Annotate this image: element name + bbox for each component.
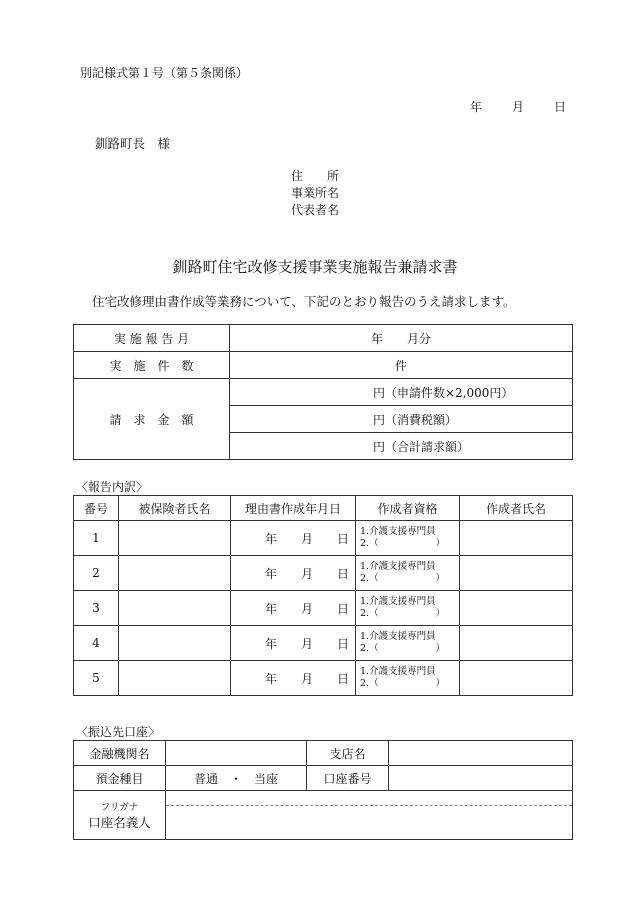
qualification-option-1: 1.介護支援専門員 (360, 526, 436, 537)
account-holder-label-cell (74, 791, 166, 840)
date-line (470, 98, 566, 115)
qualification-field[interactable] (356, 661, 460, 696)
qualification-option-2: 2.（ ） (360, 608, 446, 619)
amount-total-field[interactable]: 円（合計請求額） (230, 433, 573, 460)
row-number: 4 (74, 626, 119, 661)
institution-field[interactable] (166, 741, 307, 766)
furigana-field[interactable] (166, 791, 572, 806)
summary-table (73, 324, 573, 460)
sender-address-label: 住 所 (291, 169, 340, 183)
insured-name-field[interactable] (119, 591, 231, 626)
count-label: 実 施 件 数 (74, 352, 230, 379)
report-month-label: 実 施 報 告 月 (74, 325, 230, 352)
reason-date-field[interactable]: 年 月 日 (231, 626, 356, 661)
account-number-field[interactable] (389, 766, 573, 791)
creator-name-field[interactable] (460, 591, 573, 626)
qualification-option-1: 1.介護支援専門員 (360, 666, 436, 677)
reason-date-field[interactable]: 年 月 日 (231, 521, 356, 556)
document-title: 釧路町住宅改修支援事業実施報告兼請求書 (172, 258, 458, 276)
reason-date-field[interactable]: 年 月 日 (231, 591, 356, 626)
creator-name-field[interactable] (460, 626, 573, 661)
row-number: 3 (74, 591, 119, 626)
qualification-field[interactable] (356, 626, 460, 661)
sender-block (291, 168, 339, 219)
qualification-option-2: 2.（ ） (360, 573, 446, 584)
qualification-option-1: 1.介護支援専門員 (360, 596, 436, 607)
deposit-type-label: 預金種目 (74, 766, 166, 791)
table-row (74, 626, 573, 661)
header-creator-name: 作成者氏名 (460, 496, 573, 521)
date-month: 月 (512, 100, 525, 114)
creator-name-field[interactable] (460, 556, 573, 591)
form-number: 別記様式第１号（第５条関係） (80, 66, 249, 80)
creator-name-field[interactable] (460, 661, 573, 696)
row-number: 1 (74, 521, 119, 556)
deposit-type-field[interactable]: 普通 ・ 当座 (166, 766, 307, 791)
insured-name-field[interactable] (119, 661, 231, 696)
insured-name-field[interactable] (119, 521, 231, 556)
sender-office-label: 事業所名 (291, 186, 340, 200)
creator-name-field[interactable] (460, 521, 573, 556)
insured-name-field[interactable] (119, 556, 231, 591)
bank-table (73, 740, 573, 840)
amount-label: 請 求 金 額 (74, 379, 230, 460)
date-day: 日 (554, 100, 567, 114)
row-number: 2 (74, 556, 119, 591)
account-number-label: 口座番号 (307, 766, 389, 791)
sender-representative-label: 代表者名 (291, 203, 340, 217)
count-field[interactable]: 件 (230, 352, 573, 379)
branch-field[interactable] (389, 741, 573, 766)
report-month-field[interactable]: 年 月分 (230, 325, 573, 352)
amount-tax-field[interactable]: 円（消費税額） (230, 406, 573, 433)
qualification-option-2: 2.（ ） (360, 678, 446, 689)
row-number: 5 (74, 661, 119, 696)
qualification-field[interactable] (356, 591, 460, 626)
report-section-label: 〈報告内訳〉 (76, 480, 149, 494)
qualification-field[interactable] (356, 521, 460, 556)
header-qualification: 作成者資格 (356, 496, 460, 521)
table-row (74, 591, 573, 626)
header-number: 番号 (74, 496, 119, 521)
account-holder-label: 口座名義人 (88, 815, 151, 830)
report-table (73, 495, 573, 696)
table-row (74, 661, 573, 696)
date-year: 年 (470, 100, 483, 114)
qualification-option-1: 1.介護支援専門員 (360, 561, 436, 572)
qualification-option-2: 2.（ ） (360, 643, 446, 654)
amount-base-field[interactable]: 円（申請件数×2,000円） (230, 379, 573, 406)
reason-date-field[interactable]: 年 月 日 (231, 661, 356, 696)
table-row (74, 556, 573, 591)
intro-text: 住宅改修理由書作成等業務について、下記のとおり報告のうえ請求します。 (92, 294, 516, 309)
branch-label: 支店名 (307, 741, 389, 766)
account-holder-field[interactable] (166, 791, 573, 840)
header-reason-date: 理由書作成年月日 (231, 496, 356, 521)
header-insured-name: 被保険者氏名 (119, 496, 231, 521)
institution-label: 金融機関名 (74, 741, 166, 766)
qualification-option-2: 2.（ ） (360, 538, 446, 549)
insured-name-field[interactable] (119, 626, 231, 661)
table-row (74, 521, 573, 556)
qualification-field[interactable] (356, 556, 460, 591)
qualification-option-1: 1.介護支援専門員 (360, 631, 436, 642)
addressee: 釧路町長 様 (95, 136, 171, 151)
reason-date-field[interactable]: 年 月 日 (231, 556, 356, 591)
furigana-label: フリガナ (100, 802, 139, 813)
bank-section-label: 〈振込先口座〉 (76, 725, 161, 739)
